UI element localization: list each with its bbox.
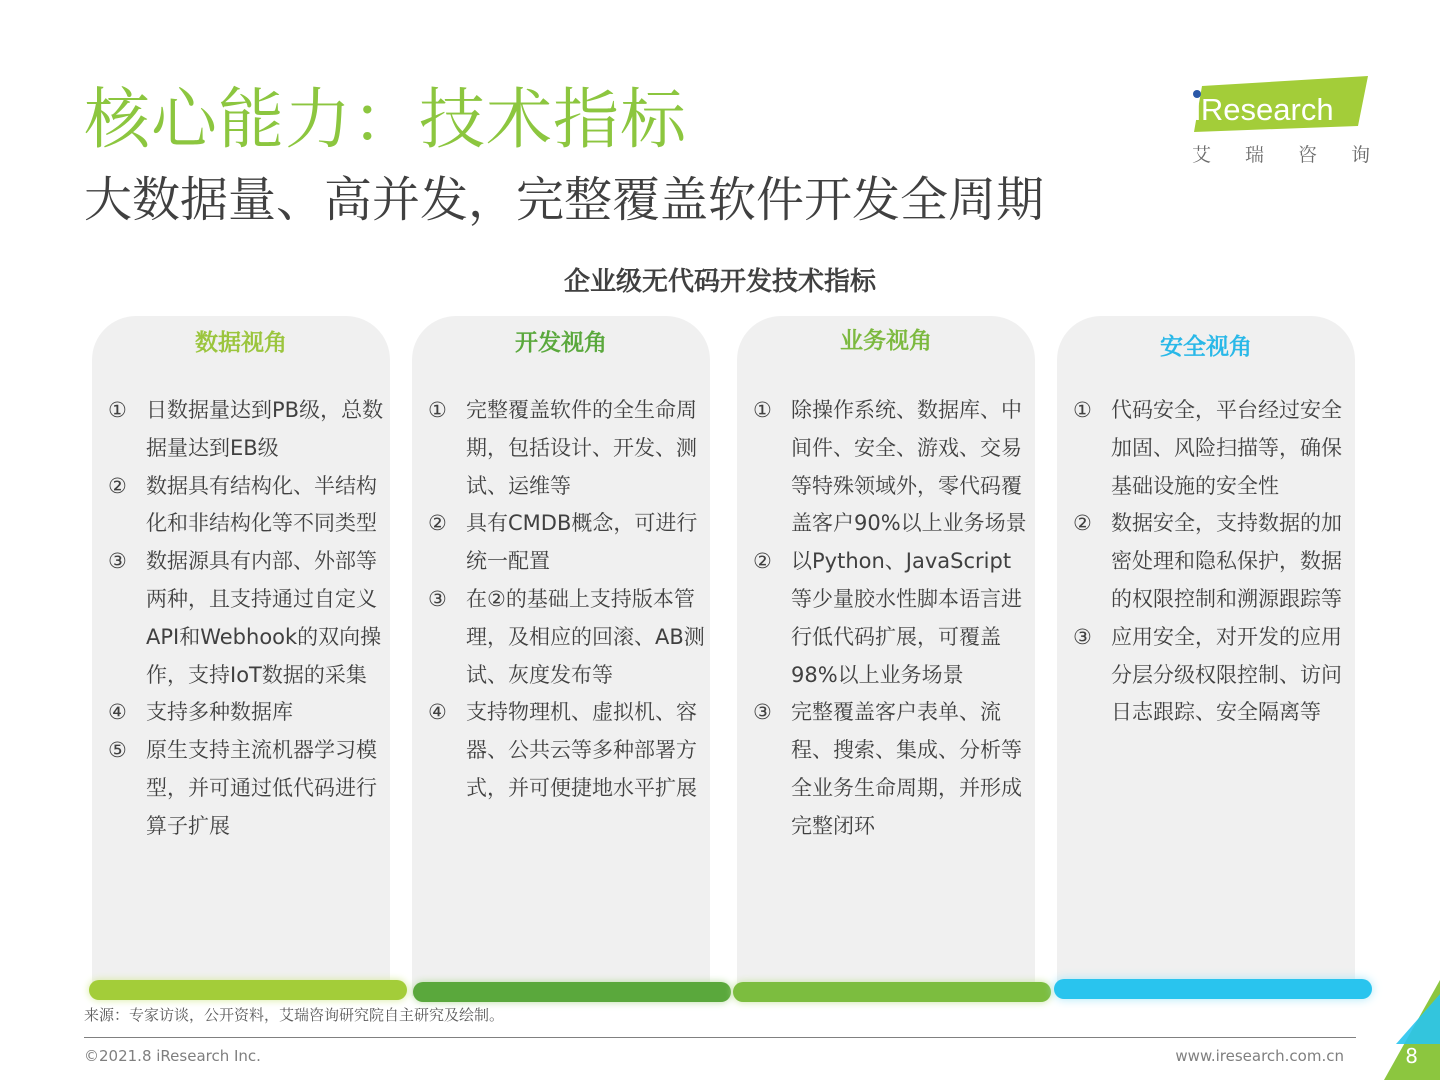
list-item [108,543,386,694]
item-number: ③ [753,700,772,725]
page-subtitle: 大数据量、高并发，完整覆盖软件开发全周期 [84,172,1045,228]
accent-bar-business [733,982,1051,1002]
item-text: 支持多种数据库 [146,700,293,725]
card-item-list [1073,392,1351,732]
card-item-list [753,392,1031,846]
card-dev-perspective [412,316,710,996]
list-item [108,392,386,468]
list-item [753,543,1031,694]
item-number: ② [428,511,447,536]
list-item [108,468,386,544]
item-number: ① [428,398,447,422]
list-item [108,694,386,732]
copyright: ©2021.8 iResearch Inc. [84,1047,261,1065]
card-heading: 数据视角 [195,330,287,356]
list-item [1073,505,1351,618]
iresearch-logo [1188,74,1405,170]
item-text: 数据源具有内部、外部等两种，且支持通过自定义API和Webhook的双向操作，支持IoT数据的采集 [146,549,382,687]
card-item-list [108,392,386,846]
item-number: ② [753,549,772,574]
item-text: 支持物理机、虚拟机、容器、公共云等多种部署方式，并可便捷地水平扩展 [466,700,697,800]
list-item [753,392,1031,543]
source-note: 来源：专家访谈，公开资料，艾瑞咨询研究院自主研究及绘制。 [84,1006,505,1024]
item-number: ③ [108,549,127,574]
logo-subtext: 艾瑞咨询 [1192,144,1405,166]
item-number: ① [1073,398,1092,422]
list-item [1073,619,1351,732]
item-text: 完整覆盖客户表单、流程、搜索、集成、分析等全业务生命周期，并形成完整闭环 [791,700,1022,838]
item-text: 数据安全，支持数据的加密处理和隐私保护，数据的权限控制和溯源跟踪等 [1111,511,1342,611]
item-number: ② [1073,511,1092,536]
page-title: 核心能力：技术指标 [84,81,687,158]
list-item [1073,392,1351,505]
card-heading: 安全视角 [1160,334,1252,360]
accent-bar-dev [413,982,731,1002]
logo-graphic [1188,74,1370,136]
card-security-perspective [1057,316,1355,996]
list-item [428,581,706,694]
list-item [108,732,386,845]
item-number: ② [108,473,127,498]
accent-bar-security [1054,979,1372,999]
item-text: 完整覆盖软件的全生命周期，包括设计、开发、测试、运维等 [466,398,697,498]
item-text: 原生支持主流机器学习模型，并可通过低代码进行算子扩展 [146,738,377,838]
item-number: ① [753,398,772,422]
item-text: 日数据量达到PB级，总数据量达到EB级 [146,398,384,460]
card-business-perspective [737,316,1035,996]
card-heading: 业务视角 [840,328,932,354]
list-item [428,505,706,581]
section-title: 企业级无代码开发技术指标 [563,267,876,297]
list-item [753,694,1031,845]
item-text: 除操作系统、数据库、中间件、安全、游戏、交易等特殊领域外，零代码覆盖客户90%以上业务场景 [791,398,1027,536]
page-number: 8 [1405,1044,1418,1068]
logo-text: iResearch [1194,92,1334,127]
item-text: 数据具有结构化、半结构化和非结构化等不同类型 [146,473,377,536]
item-number: ④ [428,700,447,725]
item-number: ④ [108,700,127,725]
item-number: ⑤ [108,738,127,763]
item-number: ③ [428,586,447,611]
item-number: ① [108,398,127,422]
item-text: 应用安全，对开发的应用分层分级权限控制、访问日志跟踪、安全隔离等 [1111,624,1342,725]
item-text: 代码安全，平台经过安全加固、风险扫描等，确保基础设施的安全性 [1111,398,1342,498]
website-link[interactable]: www.iresearch.com.cn [1175,1047,1344,1065]
item-number: ③ [1073,624,1092,649]
item-text: 具有CMDB概念，可进行统一配置 [466,511,698,574]
item-text: 在②的基础上支持版本管理，及相应的回滚、AB测试、灰度发布等 [466,586,705,687]
item-text: 以Python、JavaScript等少量胶水性脚本语言进行低代码扩展，可覆盖98%以上业务场景 [791,549,1022,687]
footer-divider [84,1037,1356,1038]
list-item [428,392,706,505]
list-item [428,694,706,807]
card-item-list [428,392,706,808]
accent-bar-data [89,980,407,1000]
card-heading: 开发视角 [515,330,607,356]
card-data-perspective [92,316,390,996]
